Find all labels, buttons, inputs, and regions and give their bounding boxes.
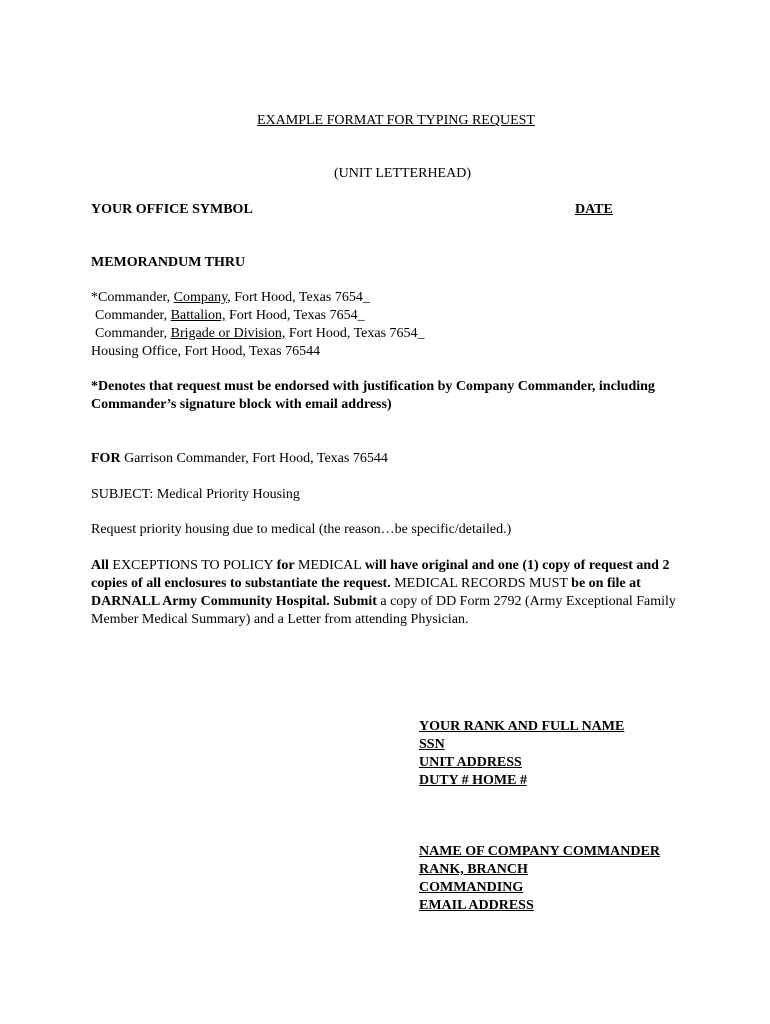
commander-commanding: COMMANDING	[419, 880, 524, 895]
letterhead-placeholder: (UNIT LETTERHEAD)	[334, 166, 471, 181]
exceptions-text-run: DARNALL Army Community Hospital. Submit	[91, 594, 377, 609]
exceptions-line-3	[91, 593, 676, 611]
commander-email-address: EMAIL ADDRESS	[419, 898, 534, 913]
thru-prefix: Commander,	[95, 326, 171, 341]
exceptions-text-run: All	[91, 558, 109, 573]
thru-unit-battalion: Battalion,	[170, 308, 226, 323]
thru-line-battalion	[95, 307, 365, 325]
for-location: Fort Hood, Texas 76544	[248, 451, 388, 466]
exceptions-line-1	[91, 557, 669, 575]
document-title: EXAMPLE FORMAT FOR TYPING REQUEST	[257, 113, 535, 128]
exceptions-text-run: MEDICAL RECORDS MUST	[390, 576, 572, 591]
for-label: FOR	[91, 451, 121, 466]
thru-line-company	[91, 289, 370, 307]
subject-line: SUBJECT: Medical Priority Housing	[91, 487, 300, 502]
memorandum-thru-heading: MEMORANDUM THRU	[91, 255, 246, 270]
signature-phone-numbers: DUTY # HOME #	[419, 773, 527, 788]
commander-name: NAME OF COMPANY COMMANDER	[419, 844, 660, 859]
exceptions-text-run: copies of all enclosures to substantiate the request.	[91, 576, 391, 591]
exceptions-text-run: Member Medical Summary) and a Letter from attending Physician.	[91, 612, 469, 627]
endorsement-note-line-1: *Denotes that request must be endorsed with justification by Company Commander, including	[91, 379, 655, 394]
thru-unit-brigade: Brigade or Division,	[170, 326, 286, 341]
signature-unit-address: UNIT ADDRESS	[419, 755, 522, 770]
endorsement-note-line-2: Commander’s signature block with email address)	[91, 397, 392, 412]
thru-suffix: Fort Hood, Texas 7654_	[225, 308, 365, 323]
thru-suffix: Fort Hood, Texas 7654_	[285, 326, 425, 341]
for-comma: ,	[245, 451, 249, 466]
exceptions-text-run: will have original and one (1) copy of request and 2	[364, 558, 670, 573]
exceptions-text-run: for	[276, 558, 295, 573]
exceptions-text-run: a copy of DD Form 2792 (Army Exceptional Family	[376, 594, 676, 609]
for-line	[91, 450, 388, 468]
thru-line-brigade	[95, 325, 425, 343]
exceptions-text-run: be on file at	[571, 576, 641, 591]
signature-rank-name: YOUR RANK AND FULL NAME	[419, 719, 625, 734]
thru-prefix: *Commander,	[91, 290, 174, 305]
exceptions-line-2	[91, 575, 641, 593]
exceptions-line-4	[91, 611, 469, 629]
exceptions-text-run: MEDICAL	[294, 558, 365, 573]
signature-ssn: SSN	[419, 737, 445, 752]
thru-line-housing-office: Housing Office, Fort Hood, Texas 76544	[91, 344, 321, 359]
request-line: Request priority housing due to medical (the reason…be specific/detailed.)	[91, 522, 512, 537]
exceptions-text-run: EXCEPTIONS TO POLICY	[108, 558, 277, 573]
for-recipient: Garrison Commander	[120, 451, 246, 466]
commander-rank-branch: RANK, BRANCH	[419, 862, 528, 877]
thru-suffix: , Fort Hood, Texas 7654_	[227, 290, 370, 305]
thru-prefix: Commander,	[95, 308, 171, 323]
thru-unit-company: Company	[173, 290, 228, 305]
date-field: DATE	[575, 202, 613, 217]
office-symbol: YOUR OFFICE SYMBOL	[91, 202, 253, 217]
